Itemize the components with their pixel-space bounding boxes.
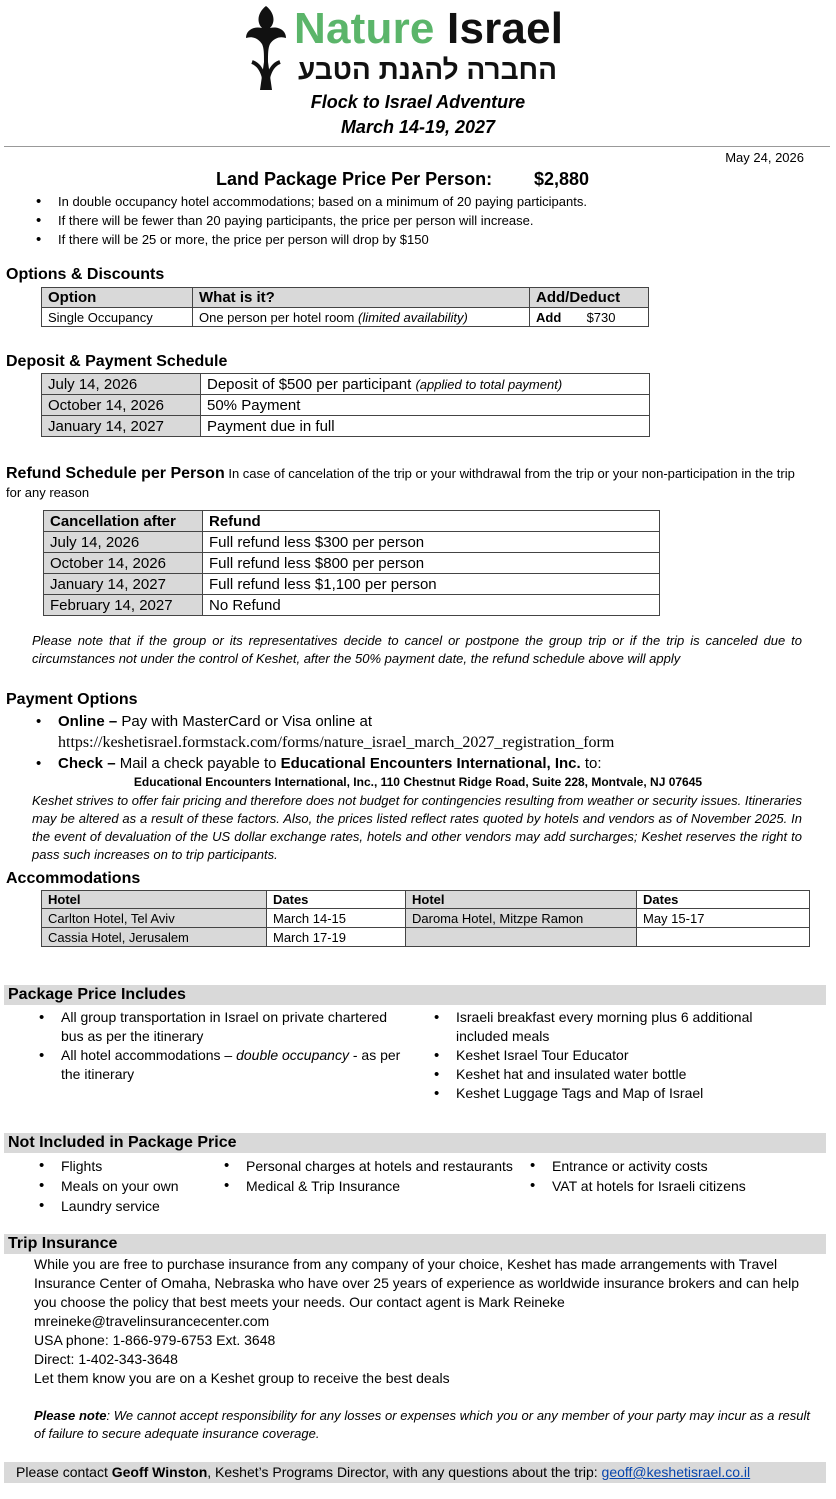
- table-row: Carlton Hotel, Tel Aviv March 14-15 Daroma Hotel, Mitzpe Ramon May 15-17: [42, 909, 810, 928]
- deposit-desc: Deposit of $500 per participant (applied to total payment): [201, 374, 650, 395]
- includes-right: [430, 1008, 790, 1103]
- options-table: [41, 287, 649, 327]
- refund-note: Please note that if the group or its representatives decide to cancel or postpone the group trip or if the trip is canceled due to circumstances not under the control of Keshet, after the 50% payment date, the refund schedule above will apply: [32, 633, 802, 666]
- price-note: • If there will be fewer than 20 paying participants, the price per person will increase.: [32, 211, 587, 230]
- col-header: Dates: [267, 891, 406, 909]
- table-row: July 14, 2026 Full refund less $300 per person: [44, 532, 660, 553]
- col-header: What is it?: [193, 288, 530, 308]
- col-header: Hotel: [406, 891, 637, 909]
- deposit-date: January 14, 2027: [42, 416, 201, 437]
- trip-title: Flock to Israel Adventure: [310, 92, 526, 112]
- table-row: [42, 395, 650, 416]
- excludes-heading: Not Included in Package Price: [4, 1133, 826, 1153]
- table-row: [42, 416, 650, 437]
- excludes-col1: [35, 1156, 215, 1216]
- insurance-text: While you are free to purchase insurance from any company of your choice, Keshet has made arrangements with Travel Insurance Center of Omaha, Nebraska who have over 25 years of experience as worldwide insurance brokers and can help you choose the policy that best meets your needs. Our contact agent is Mark Reineke mreineke@travelinsurancecenter.com USA phone: 1-866-979-6753 Ext. 3648 Direct: 1-402-343-3648 Let them know you are on a Keshet group to receive the best deals: [34, 1255, 830, 1388]
- deposit-date: October 14, 2026: [42, 395, 201, 416]
- divider: [4, 146, 830, 147]
- list-item: • Laundry service: [35, 1196, 215, 1216]
- excludes-col2: [220, 1156, 520, 1196]
- col-header: Dates: [637, 891, 810, 909]
- contact-footer: Please contact Geoff Winston, Keshet’s Programs Director, with any questions about the trip: geoff@keshetisrael.co.il: [4, 1462, 826, 1483]
- list-item: • Flights: [35, 1156, 215, 1176]
- payment-heading: Payment Options: [6, 691, 138, 708]
- deposit-desc: Payment due in full: [201, 416, 650, 437]
- col-header: Hotel: [42, 891, 267, 909]
- list-item: • Personal charges at hotels and restaurants: [220, 1156, 520, 1176]
- trip-dates: March 14-19, 2027: [340, 117, 496, 137]
- option-price: Add $730: [530, 308, 649, 327]
- price-label: Land Package Price Per Person:: [216, 169, 493, 189]
- col-header: Refund: [203, 511, 660, 532]
- pricing-disclaimer: Keshet strives to offer fair pricing and therefore does not budget for contingencies resulting from weather or security issues. Itineraries may be altered as a result of these factors. Also, the prices listed reflect rates quoted by hotels and vendors as of November 2025. In the event of devaluation of the US dollar exchange rates, hotels and other vendors may add surcharges; Keshet reserves the right to pass such increases on to trip participants.: [32, 793, 802, 862]
- list-item: • All group transportation in Israel on private chartered bus as per the itinerary: [35, 1008, 405, 1046]
- insurance-heading: Trip Insurance: [4, 1234, 826, 1254]
- insurance-email: mreineke@travelinsurancecenter.com: [34, 1313, 270, 1329]
- list-item: • Entrance or activity costs: [526, 1156, 816, 1176]
- refund-heading: Refund Schedule per Person: [6, 465, 225, 482]
- package-price: [216, 169, 590, 190]
- table-row: October 14, 2026 Full refund less $800 per person: [44, 553, 660, 574]
- list-item: • Meals on your own: [35, 1176, 215, 1196]
- list-item: • Keshet Luggage Tags and Map of Israel: [430, 1084, 790, 1103]
- deposit-date: July 14, 2026: [42, 374, 201, 395]
- col-header: Add/Deduct: [530, 288, 649, 308]
- deposit-table: [41, 373, 650, 437]
- iris-flower-icon: [238, 2, 294, 94]
- logo: [238, 2, 578, 94]
- list-item: • Keshet hat and insulated water bottle: [430, 1065, 790, 1084]
- insurance-direct: Direct: 1-402-343-3648: [34, 1351, 178, 1367]
- col-header: Cancellation after: [44, 511, 203, 532]
- table-row: [42, 308, 649, 327]
- list-item: • Israeli breakfast every morning plus 6 additional included meals: [430, 1008, 790, 1046]
- refund-intro: Refund Schedule per Person In case of cancelation of the trip or your withdrawal from the trip or your non-participation in the trip for any reason: [6, 465, 795, 500]
- excludes-col3: [526, 1156, 816, 1196]
- logo-hebrew: החברה להגנת הטבע: [298, 54, 558, 85]
- deposit-desc: 50% Payment: [201, 395, 650, 416]
- refund-table: [43, 510, 660, 616]
- table-row: January 14, 2027 Full refund less $1,100 per person: [44, 574, 660, 595]
- table-row: [42, 374, 650, 395]
- includes-heading: Package Price Includes: [4, 985, 826, 1005]
- accommodations-heading: Accommodations: [6, 870, 141, 887]
- mailing-address: Educational Encounters International, Inc., 110 Chestnut Ridge Road, Suite 228, Montvale, NJ 07645: [133, 775, 703, 789]
- insurance-note: Please note: We cannot accept responsibility for any losses or expenses which you or any member of your party may incur as a result of failure to secure adequate insurance coverage.: [34, 1408, 810, 1441]
- option-name: Single Occupancy: [42, 308, 193, 327]
- col-header: Option: [42, 288, 193, 308]
- includes-left: [35, 1008, 405, 1084]
- list-item: • All hotel accommodations – double occupancy - as per the itinerary: [35, 1046, 405, 1084]
- price-note: • If there will be 25 or more, the price per person will drop by $150: [32, 230, 587, 249]
- payment-online: • Online – Pay with MasterCard or Visa online at https://keshetisrael.formstack.com/forms/nature_israel_march_2027_registration_form: [32, 711, 822, 753]
- deposit-heading: Deposit & Payment Schedule: [6, 353, 228, 370]
- options-heading: Options & Discounts: [6, 266, 165, 283]
- insurance-phone: USA phone: 1-866-979-6753 Ext. 3648: [34, 1332, 276, 1348]
- price-amount: $2,880: [534, 169, 590, 189]
- list-item: • Keshet Israel Tour Educator: [430, 1046, 790, 1065]
- price-note: • In double occupancy hotel accommodations; based on a minimum of 20 paying participants.: [32, 192, 587, 211]
- list-item: • Medical & Trip Insurance: [220, 1176, 520, 1196]
- table-row: Cassia Hotel, Jerusalem March 17-19: [42, 928, 810, 947]
- payment-check: • Check – Mail a check payable to Educational Encounters International, Inc. to:: [32, 753, 822, 774]
- registration-link[interactable]: https://keshetisrael.formstack.com/forms/nature_israel_march_2027_registration_form: [58, 734, 615, 751]
- table-row: February 14, 2027 No Refund: [44, 595, 660, 616]
- document-date: May 24, 2026: [725, 150, 804, 165]
- price-notes: [32, 192, 587, 249]
- accommodations-table: [41, 890, 810, 947]
- list-item: • VAT at hotels for Israeli citizens: [526, 1176, 816, 1196]
- logo-wordmark: Nature Israel: [294, 4, 564, 53]
- contact-email-link[interactable]: geoff@keshetisrael.co.il: [601, 1464, 751, 1480]
- option-desc: One person per hotel room (limited availability): [193, 308, 530, 327]
- payment-options: [32, 711, 822, 774]
